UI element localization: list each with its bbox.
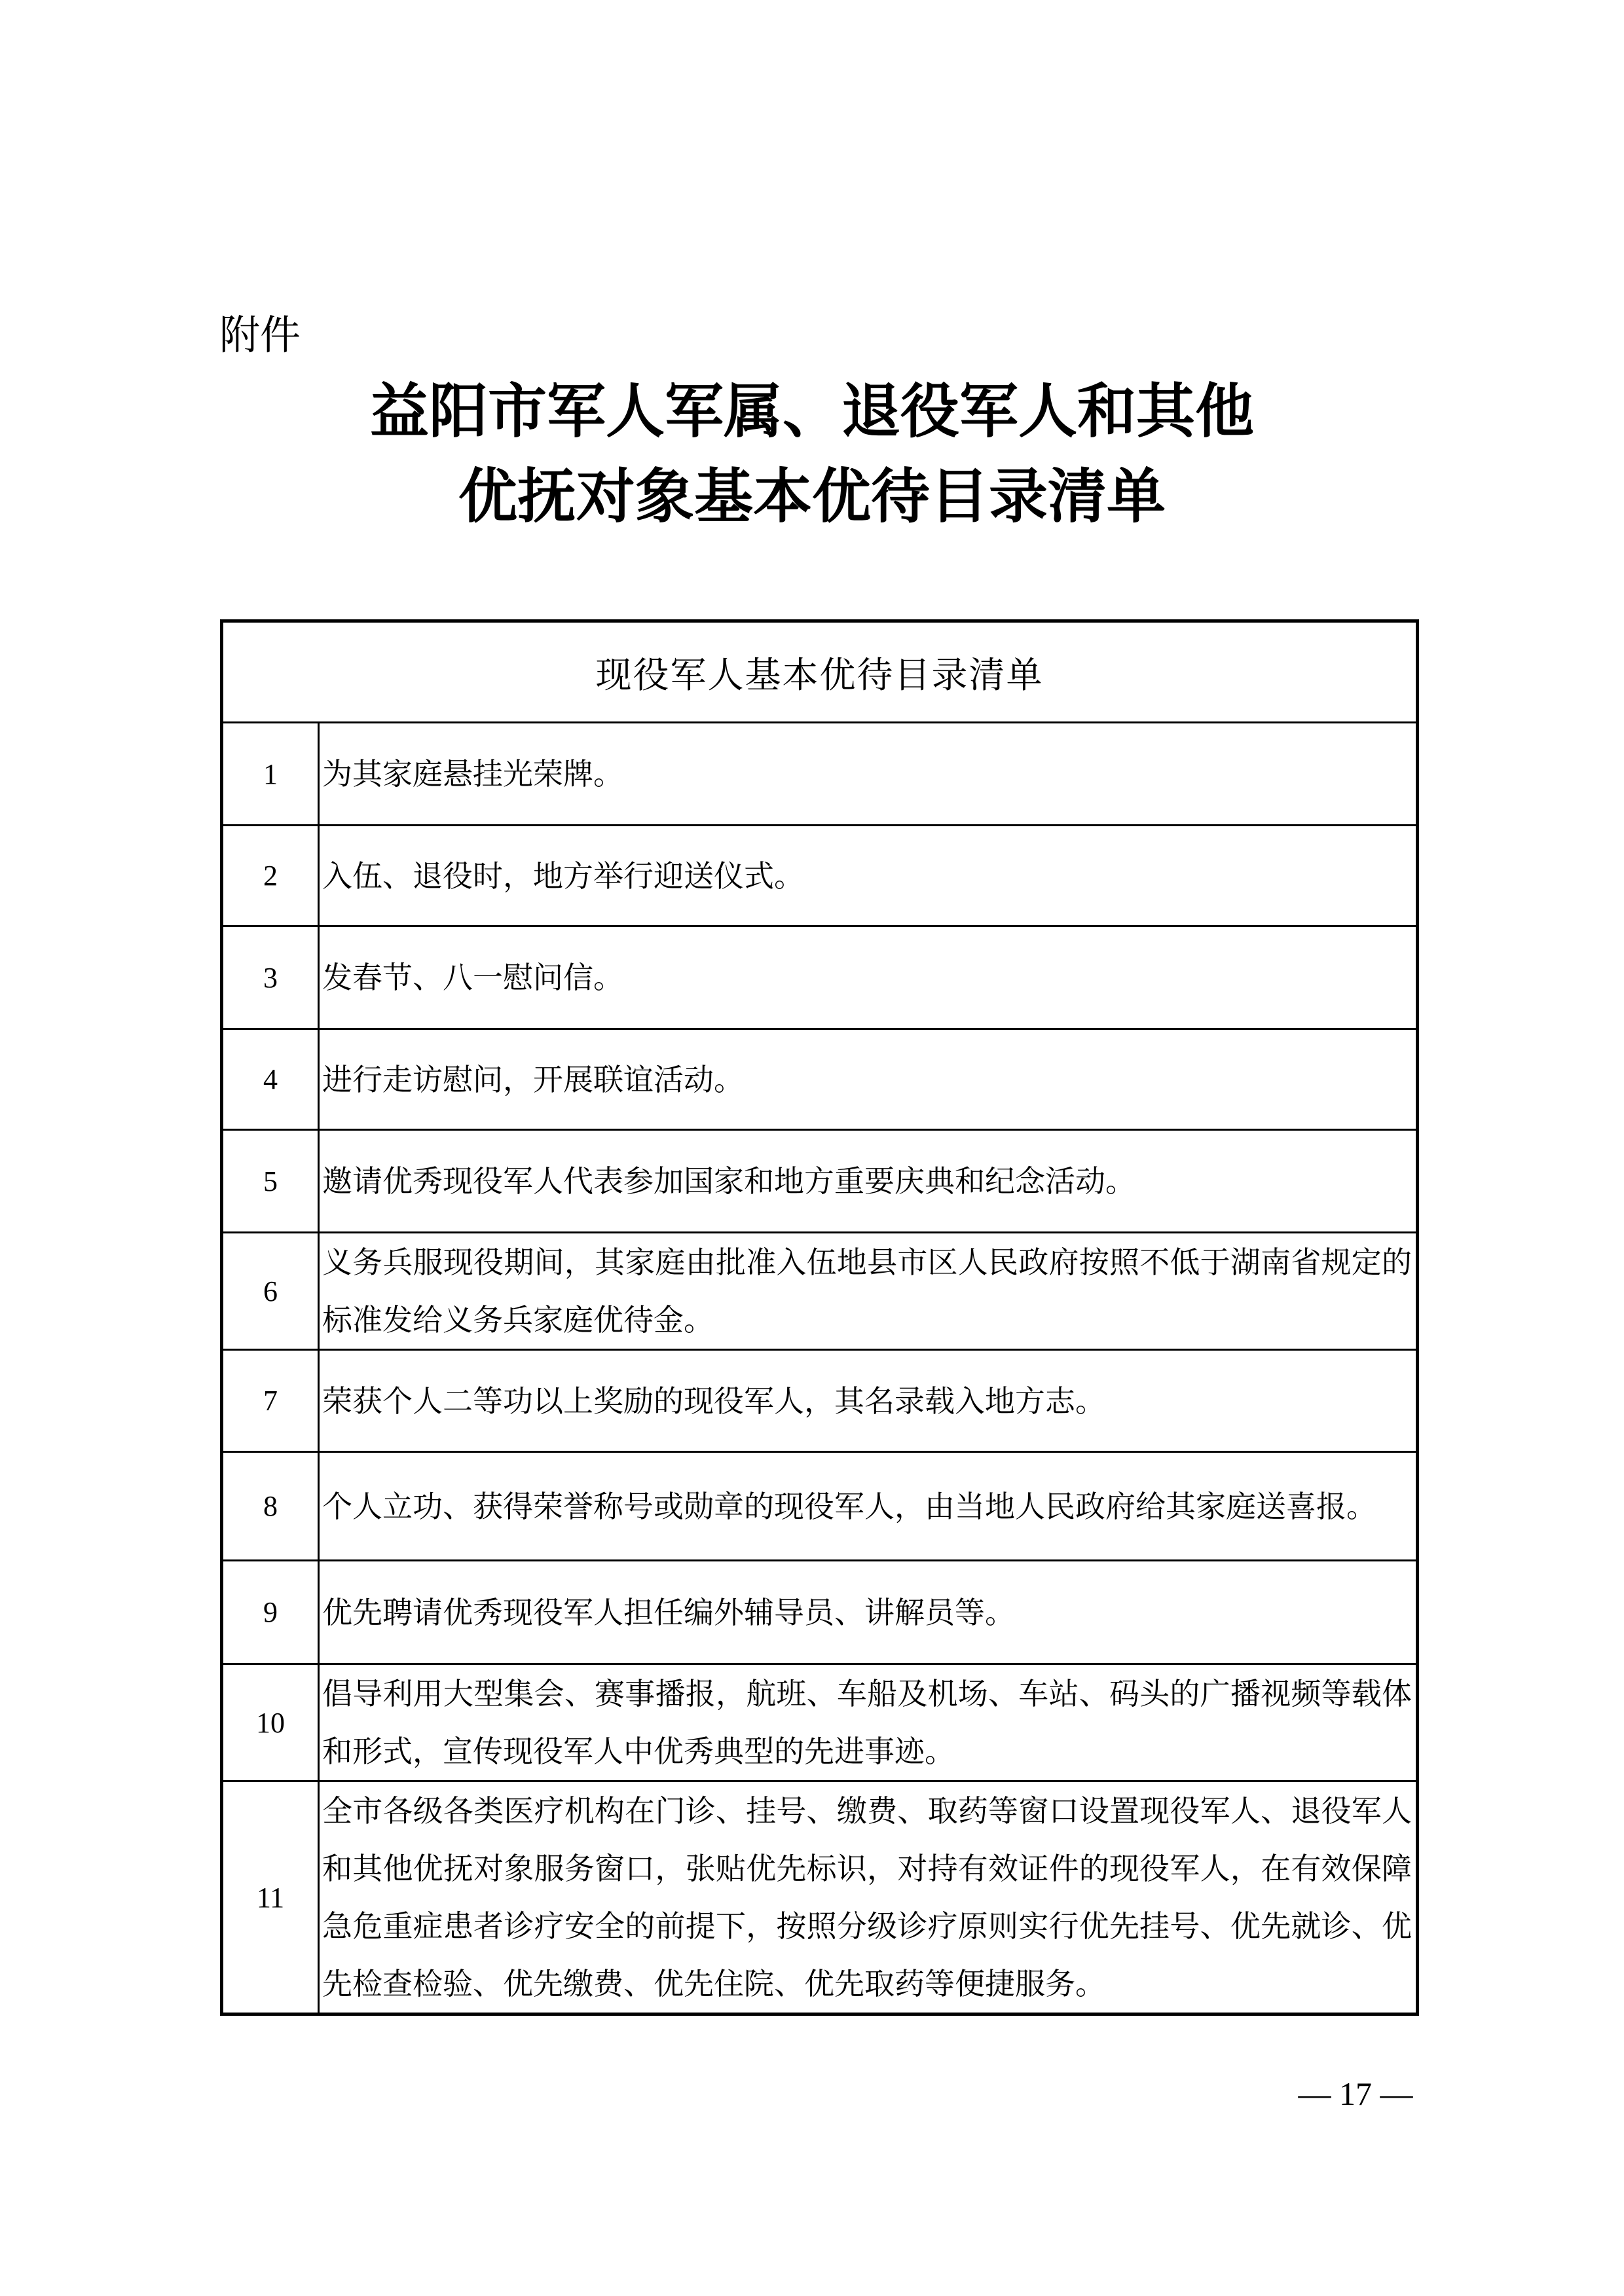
table-row [222,1561,1418,1664]
table-header-row [222,621,1418,723]
row-number: 8 [222,1452,319,1561]
row-number: 4 [222,1029,319,1130]
row-number: 3 [222,926,319,1029]
row-number: 10 [222,1664,319,1781]
row-text: 义务兵服现役期间，其家庭由批准入伍地县市区人民政府按照不低于湖南省规定的标准发给义务兵家庭优待金。 [319,1233,1418,1350]
table-row [222,1452,1418,1561]
row-text: 邀请优秀现役军人代表参加国家和地方重要庆典和纪念活动。 [319,1130,1418,1233]
row-text: 入伍、退役时，地方举行迎送仪式。 [319,826,1418,926]
table-row [222,723,1418,826]
row-text: 全市各级各类医疗机构在门诊、挂号、缴费、取药等窗口设置现役军人、退役军人和其他优抚对象服务窗口，张贴优先标识，对持有效证件的现役军人，在有效保障急危重症患者诊疗安全的前提下，按照分级诊疗原则实行优先挂号、优先就诊、优先检查检验、优先缴费、优先住院、优先取药等便捷服务。 [319,1781,1418,2014]
document-title-line-2: 优抚对象基本优待目录清单 [458,462,1166,531]
attachment-label: 附件 [219,311,301,359]
table-row [222,1350,1418,1452]
document-title-line-1: 益阳市军人军属、退役军人和其他 [370,376,1254,446]
row-number: 11 [222,1781,319,2014]
row-number: 2 [222,826,319,926]
row-number: 9 [222,1561,319,1664]
table-row [222,1029,1418,1130]
table-row [222,826,1418,926]
row-text: 为其家庭悬挂光荣牌。 [319,723,1418,826]
table-row [222,1233,1418,1350]
row-number: 5 [222,1130,319,1233]
row-number: 1 [222,723,319,826]
row-number: 6 [222,1233,319,1350]
table-row [222,1781,1418,2014]
row-number: 7 [222,1350,319,1452]
row-text: 优先聘请优秀现役军人担任编外辅导员、讲解员等。 [319,1561,1418,1664]
table-row [222,1664,1418,1781]
row-text: 荣获个人二等功以上奖励的现役军人，其名录载入地方志。 [319,1350,1418,1452]
row-text: 个人立功、获得荣誉称号或勋章的现役军人，由当地人民政府给其家庭送喜报。 [319,1452,1418,1561]
table-header: 现役军人基本优待目录清单 [222,621,1418,723]
row-text: 倡导利用大型集会、赛事播报，航班、车船及机场、车站、码头的广播视频等载体和形式，宣传现役军人中优秀典型的先进事迹。 [319,1664,1418,1781]
row-text: 进行走访慰问，开展联谊活动。 [319,1029,1418,1130]
table-row [222,1130,1418,1233]
page-number: — 17 — [1298,2075,1413,2112]
table-row [222,926,1418,1029]
benefits-table [220,619,1419,2016]
row-text: 发春节、八一慰问信。 [319,926,1418,1029]
